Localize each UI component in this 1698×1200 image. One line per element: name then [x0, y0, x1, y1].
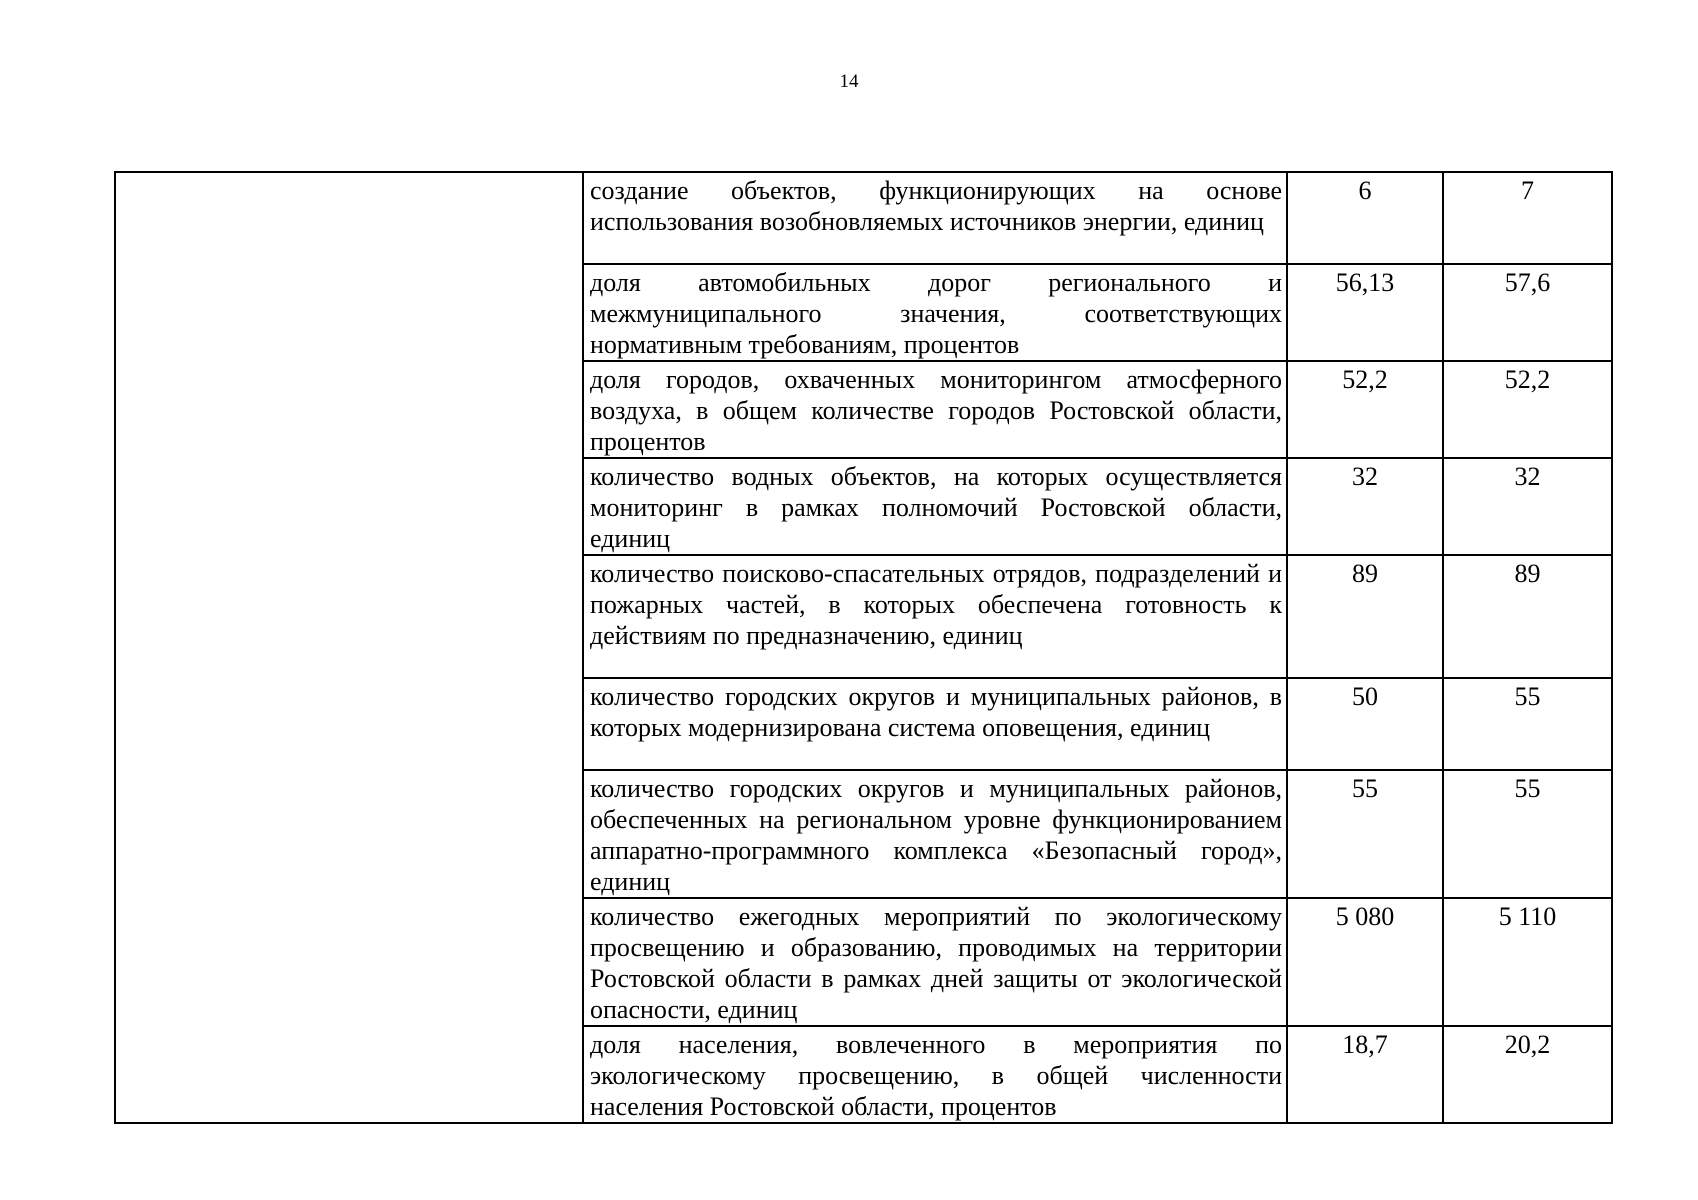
- indicator-value-1: 5 080: [1287, 898, 1443, 1026]
- indicator-value-2: 5 110: [1443, 898, 1612, 1026]
- merged-empty-cell: [115, 172, 583, 1123]
- indicator-value-2: 55: [1443, 770, 1612, 898]
- indicator-description: количество поисково-спасательных отрядов, подразделений и пожарных частей, в которых обеспечена готовность к действиям по предназначению, единиц: [583, 555, 1287, 678]
- indicator-value-1: 6: [1287, 172, 1443, 264]
- page-number: 14: [839, 71, 859, 92]
- indicator-description: количество городских округов и муниципальных районов, обеспеченных на региональном уровне функционированием аппаратно-программного комплекса «Безопасный город», единиц: [583, 770, 1287, 898]
- indicator-value-1: 50: [1287, 678, 1443, 770]
- indicator-description: доля городов, охваченных мониторингом атмосферного воздуха, в общем количестве городов Ростовской области, процентов: [583, 361, 1287, 458]
- indicator-description: доля автомобильных дорог регионального и межмуниципального значения, соответствующих нормативным требованиям, процентов: [583, 264, 1287, 361]
- indicator-value-2: 52,2: [1443, 361, 1612, 458]
- indicator-value-1: 89: [1287, 555, 1443, 678]
- indicator-description: количество водных объектов, на которых осуществляется мониторинг в рамках полномочий Ростовской области, единиц: [583, 458, 1287, 555]
- indicator-description: количество ежегодных мероприятий по экологическому просвещению и образованию, проводимых на территории Ростовской области в рамках дней защиты от экологической опасности, единиц: [583, 898, 1287, 1026]
- indicator-description: доля населения, вовлеченного в мероприятия по экологическому просвещению, в общей численности населения Ростовской области, процентов: [583, 1026, 1287, 1123]
- indicator-value-2: 89: [1443, 555, 1612, 678]
- indicator-description: количество городских округов и муниципальных районов, в которых модернизирована система оповещения, единиц: [583, 678, 1287, 770]
- indicators-table: [114, 171, 1613, 1124]
- indicator-description: создание объектов, функционирующих на основе использования возобновляемых источников энергии, единиц: [583, 172, 1287, 264]
- indicator-value-2: 55: [1443, 678, 1612, 770]
- indicator-value-1: 55: [1287, 770, 1443, 898]
- indicator-value-2: 20,2: [1443, 1026, 1612, 1123]
- table-row: [115, 172, 1612, 264]
- indicator-value-1: 18,7: [1287, 1026, 1443, 1123]
- indicator-value-2: 7: [1443, 172, 1612, 264]
- indicator-value-1: 56,13: [1287, 264, 1443, 361]
- indicator-value-2: 32: [1443, 458, 1612, 555]
- indicator-value-1: 32: [1287, 458, 1443, 555]
- indicator-value-1: 52,2: [1287, 361, 1443, 458]
- indicator-value-2: 57,6: [1443, 264, 1612, 361]
